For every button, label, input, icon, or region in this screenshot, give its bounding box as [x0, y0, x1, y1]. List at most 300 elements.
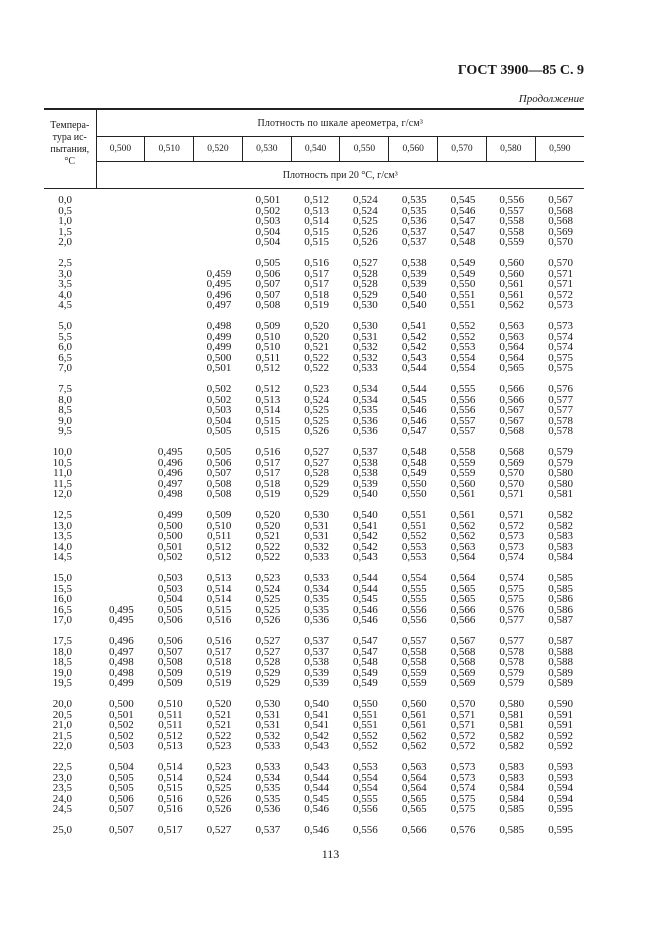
density-cell: 0,537 [401, 225, 427, 238]
table-row [44, 447, 584, 458]
density-cell: 0,522 [255, 551, 281, 563]
temperature-cell: 4,0 [58, 288, 72, 301]
density-cell: 0,558 [499, 225, 525, 238]
density-cell: 0,558 [401, 656, 427, 668]
table-row [44, 762, 584, 773]
density-cell: 0,549 [401, 467, 427, 479]
density-cell: 0,500 [157, 530, 183, 542]
density-cell: 0,505 [255, 257, 281, 269]
density-cell: 0,550 [401, 488, 427, 500]
density-cell: 0,499 [157, 509, 183, 521]
density-cell: 0,501 [109, 708, 134, 721]
density-cell: 0,514 [206, 582, 232, 595]
density-cell: 0,503 [157, 582, 183, 595]
density-20c-caption: Плотность при 20 °С, г/см³ [96, 162, 584, 189]
density-cell: 0,546 [304, 803, 329, 815]
density-cell: 0,530 [353, 299, 378, 311]
density-cell: 0,585 [499, 803, 525, 815]
density-cell: 0,519 [255, 488, 281, 500]
density-cell: 0,508 [255, 299, 281, 311]
density-cell: 0,542 [304, 729, 329, 742]
density-cell: 0,575 [450, 792, 476, 805]
density-cell: 0,526 [206, 792, 232, 805]
table-row [44, 342, 584, 353]
density-cell: 0,574 [548, 330, 574, 343]
density-cell: 0,539 [401, 278, 427, 290]
density-cell: 0,536 [255, 803, 281, 815]
density-cell: 0,509 [157, 677, 183, 689]
density-cell: 0,553 [450, 341, 476, 353]
density-cell: 0,530 [304, 509, 329, 521]
density-cell: 0,497 [206, 299, 232, 311]
density-cell: 0,520 [304, 330, 329, 343]
density-cell: 0,568 [548, 204, 574, 217]
density-cell: 0,528 [304, 467, 329, 479]
temperature-header-line: °C [64, 156, 76, 167]
density-cell: 0,551 [450, 299, 476, 311]
temperature-cell: 15,5 [52, 582, 72, 595]
density-cell: 0,506 [255, 267, 281, 280]
density-cell: 0,527 [304, 456, 329, 469]
density-cell: 0,527 [255, 635, 281, 647]
density-cell: 0,541 [353, 519, 378, 532]
density-cell: 0,515 [304, 236, 329, 248]
temperature-cell: 1,0 [58, 215, 72, 227]
density-cell: 0,559 [499, 236, 525, 248]
density-cell [145, 384, 194, 395]
density-cell: 0,514 [157, 761, 183, 773]
temperature-cell: 0,5 [58, 204, 72, 217]
density-cell: 0,577 [548, 393, 574, 406]
density-cell: 0,566 [401, 824, 427, 836]
density-cell: 0,587 [548, 635, 574, 647]
density-cell: 0,524 [255, 582, 281, 595]
density-cell: 0,531 [304, 519, 329, 532]
density-cell: 0,561 [499, 278, 525, 290]
table-row [44, 300, 584, 311]
continuation-label: Продолжение [518, 93, 584, 105]
density-cell: 0,503 [157, 572, 183, 584]
density-cell: 0,582 [499, 740, 525, 752]
density-cell: 0,581 [499, 719, 525, 731]
density-cell: 0,556 [401, 603, 427, 616]
density-cell: 0,571 [548, 278, 574, 290]
density-cell [145, 227, 194, 238]
density-cell: 0,537 [304, 635, 329, 647]
density-cell [145, 269, 194, 280]
density-cell [96, 510, 145, 521]
density-cell: 0,556 [499, 194, 525, 206]
density-cell: 0,573 [450, 771, 476, 784]
density-cell: 0,500 [157, 519, 183, 532]
temperature-cell: 8,0 [58, 393, 72, 406]
density-cell: 0,559 [450, 467, 476, 479]
temperature-header-line: тура ис- [52, 132, 87, 143]
density-column-header: 0,540 [291, 137, 340, 162]
density-cell: 0,523 [206, 740, 232, 752]
density-cell: 0,554 [450, 351, 476, 364]
temperature-cell: 24,5 [52, 803, 72, 815]
density-cell: 0,535 [401, 204, 427, 217]
temperature-cell: 11,5 [53, 477, 72, 490]
density-cell: 0,567 [450, 635, 476, 647]
density-cell: 0,569 [450, 666, 476, 679]
temperature-cell: 17,0 [52, 614, 72, 626]
density-cell: 0,498 [109, 656, 134, 668]
density-cell [96, 594, 145, 605]
density-cell [96, 363, 145, 374]
density-cell: 0,563 [499, 330, 525, 343]
density-cell: 0,531 [304, 530, 329, 542]
density-column-header: 0,560 [389, 137, 438, 162]
temperature-cell: 13,0 [52, 519, 72, 532]
density-cell: 0,510 [206, 519, 232, 532]
density-cell: 0,515 [304, 225, 329, 238]
density-cell: 0,568 [499, 425, 525, 437]
density-cell: 0,529 [255, 666, 281, 679]
density-cell: 0,498 [206, 320, 232, 332]
density-cell [145, 258, 194, 269]
density-cell: 0,503 [255, 215, 281, 227]
density-cell: 0,526 [206, 803, 232, 815]
density-cell: 0,499 [109, 677, 134, 689]
density-cell: 0,567 [499, 414, 525, 427]
page-number: 113 [321, 847, 340, 861]
density-cell: 0,539 [304, 677, 329, 689]
temperature-cell: 18,0 [52, 645, 72, 658]
table-row [44, 573, 584, 584]
density-cell: 0,497 [109, 645, 134, 658]
density-cell: 0,553 [353, 761, 378, 773]
density-cell: 0,505 [109, 771, 134, 784]
density-cell: 0,515 [255, 425, 281, 437]
density-cell: 0,567 [548, 194, 574, 206]
density-cell: 0,545 [450, 194, 476, 206]
density-cell: 0,581 [499, 708, 525, 721]
density-cell: 0,544 [304, 771, 329, 784]
density-cell: 0,565 [401, 792, 427, 805]
density-cell: 0,520 [304, 320, 329, 332]
temperature-cell: 17,5 [52, 635, 72, 647]
density-cell: 0,529 [353, 288, 378, 301]
density-cell: 0,541 [304, 719, 329, 731]
density-cell: 0,539 [353, 477, 378, 490]
density-cell: 0,534 [304, 582, 329, 595]
density-cell: 0,552 [353, 740, 378, 752]
temperature-header-line: пытания, [50, 144, 90, 155]
density-cell: 0,559 [450, 456, 476, 469]
density-cell: 0,524 [353, 204, 378, 217]
density-cell: 0,577 [499, 635, 525, 647]
density-cell [96, 584, 145, 595]
density-cell: 0,495 [109, 614, 134, 626]
density-cell: 0,578 [548, 425, 574, 437]
density-cell: 0,533 [255, 740, 281, 752]
density-cell: 0,570 [499, 467, 525, 479]
density-cell [96, 521, 145, 532]
density-cell: 0,546 [353, 603, 378, 616]
density-cell: 0,536 [353, 414, 378, 427]
density-cell: 0,591 [548, 719, 574, 731]
density-cell: 0,578 [499, 656, 525, 668]
density-cell: 0,521 [304, 341, 329, 353]
density-cell: 0,548 [353, 656, 378, 668]
density-cell: 0,530 [255, 698, 281, 710]
density-cell: 0,540 [353, 488, 378, 500]
density-cell: 0,585 [499, 824, 525, 836]
density-cell: 0,576 [548, 383, 574, 395]
density-cell: 0,540 [401, 288, 427, 301]
density-cell [145, 416, 194, 427]
density-cell: 0,505 [109, 782, 134, 794]
density-cell: 0,558 [450, 446, 476, 458]
density-cell: 0,512 [255, 383, 281, 395]
density-cell: 0,547 [353, 645, 378, 658]
table-row [44, 468, 584, 479]
density-cell: 0,507 [255, 288, 281, 301]
density-cell [96, 426, 145, 437]
temperature-cell: 9,0 [58, 414, 72, 427]
temperature-column-header [44, 109, 96, 189]
density-cell: 0,560 [499, 267, 525, 280]
density-cell: 0,529 [304, 477, 329, 490]
density-cell: 0,574 [548, 341, 574, 353]
density-cell: 0,561 [450, 488, 476, 500]
table-row [44, 489, 584, 500]
density-cell [96, 321, 145, 332]
density-cell: 0,513 [206, 572, 232, 584]
density-cell: 0,502 [206, 393, 232, 406]
density-cell: 0,502 [255, 204, 281, 217]
density-cell: 0,580 [548, 477, 574, 490]
density-cell: 0,534 [255, 771, 281, 784]
density-cell [96, 195, 145, 206]
table-row [44, 636, 584, 647]
density-cell: 0,585 [548, 572, 574, 584]
density-cell: 0,573 [499, 540, 525, 553]
table-row [44, 699, 584, 710]
density-cell: 0,512 [255, 362, 281, 374]
density-cell: 0,507 [255, 278, 281, 290]
density-column-header: 0,500 [96, 137, 145, 162]
density-cell: 0,568 [450, 656, 476, 668]
density-cell: 0,515 [206, 603, 232, 616]
density-cell: 0,575 [499, 582, 525, 595]
density-cell: 0,514 [206, 593, 232, 605]
density-cell: 0,516 [157, 792, 183, 805]
density-cell: 0,524 [353, 194, 378, 206]
density-cell: 0,579 [548, 456, 574, 469]
density-cell: 0,504 [109, 761, 134, 773]
density-cell: 0,535 [401, 194, 427, 206]
density-cell: 0,577 [548, 404, 574, 416]
temperature-cell: 20,0 [52, 698, 72, 710]
density-cell: 0,502 [109, 719, 134, 731]
density-cell: 0,499 [206, 330, 232, 343]
density-cell: 0,543 [304, 761, 329, 773]
density-cell: 0,570 [548, 257, 574, 269]
density-cell: 0,506 [109, 792, 134, 805]
density-cell: 0,550 [401, 477, 427, 490]
temperature-cell: 6,0 [58, 341, 72, 353]
density-cell [194, 195, 243, 206]
density-cell: 0,539 [304, 666, 329, 679]
density-cell: 0,593 [548, 761, 574, 773]
density-cell: 0,525 [304, 404, 329, 416]
density-cell: 0,582 [499, 729, 525, 742]
density-column-header: 0,570 [438, 137, 487, 162]
density-cell: 0,513 [304, 204, 329, 217]
density-cell [96, 531, 145, 542]
document-header: ГОСТ 3900—85 С. 9 [457, 63, 584, 78]
density-cell [96, 206, 145, 217]
density-cell: 0,544 [401, 383, 427, 395]
density-cell [194, 227, 243, 238]
temperature-cell: 5,5 [58, 330, 72, 343]
density-cell: 0,549 [353, 666, 378, 679]
density-cell: 0,508 [206, 477, 232, 490]
density-cell: 0,562 [450, 530, 476, 542]
density-cell: 0,563 [401, 761, 427, 773]
temperature-cell: 8,5 [58, 404, 72, 416]
density-cell: 0,544 [401, 362, 427, 374]
density-cell: 0,524 [206, 771, 232, 784]
temperature-cell: 20,5 [52, 708, 72, 721]
density-cell: 0,508 [206, 488, 232, 500]
hydrometer-density-caption: Плотность по шкале ареометра, г/см³ [96, 109, 584, 137]
density-cell: 0,553 [401, 551, 427, 563]
density-cell: 0,557 [401, 635, 427, 647]
density-cell [145, 216, 194, 227]
temperature-cell: 10,5 [52, 456, 72, 469]
density-cell: 0,521 [255, 530, 281, 542]
density-cell: 0,506 [157, 635, 183, 647]
density-cell: 0,543 [304, 740, 329, 752]
density-cell: 0,517 [255, 467, 281, 479]
density-cell: 0,556 [450, 393, 476, 406]
density-cell: 0,544 [304, 782, 329, 794]
density-cell: 0,569 [548, 225, 574, 238]
density-cell: 0,525 [255, 603, 281, 616]
density-cell: 0,556 [401, 614, 427, 626]
density-cell: 0,540 [353, 509, 378, 521]
density-cell: 0,564 [401, 782, 427, 794]
density-cell [96, 290, 145, 301]
density-cell: 0,517 [304, 267, 329, 280]
density-cell: 0,537 [304, 645, 329, 658]
density-cell: 0,582 [548, 519, 574, 532]
density-cell: 0,537 [353, 446, 378, 458]
density-cell: 0,579 [548, 446, 574, 458]
density-cell: 0,517 [255, 456, 281, 469]
density-cell: 0,563 [499, 320, 525, 332]
density-cell: 0,508 [157, 656, 183, 668]
density-cell: 0,565 [450, 593, 476, 605]
density-cell: 0,538 [353, 456, 378, 469]
density-cell: 0,579 [499, 666, 525, 679]
density-cell: 0,560 [450, 477, 476, 490]
density-cell: 0,507 [109, 824, 134, 836]
density-cell: 0,534 [353, 393, 378, 406]
table-row [44, 258, 584, 269]
density-cell: 0,527 [304, 446, 329, 458]
density-cell: 0,544 [353, 572, 378, 584]
table-row [44, 615, 584, 626]
density-cell: 0,535 [353, 404, 378, 416]
density-cell: 0,518 [255, 477, 281, 490]
density-cell [96, 342, 145, 353]
density-cell: 0,571 [548, 267, 574, 280]
density-cell: 0,538 [353, 467, 378, 479]
density-cell: 0,557 [450, 425, 476, 437]
density-cell: 0,588 [548, 656, 574, 668]
density-cell: 0,529 [304, 488, 329, 500]
temperature-cell: 7,0 [58, 362, 72, 374]
density-cell: 0,573 [548, 320, 574, 332]
density-cell: 0,498 [157, 488, 183, 500]
density-cell [96, 489, 145, 500]
temperature-cell: 7,5 [58, 383, 72, 395]
density-cell [145, 363, 194, 374]
density-column-header: 0,520 [194, 137, 243, 162]
density-cell [96, 300, 145, 311]
table-row [44, 594, 584, 605]
density-cell: 0,496 [109, 635, 134, 647]
density-cell: 0,588 [548, 645, 574, 658]
density-cell: 0,537 [255, 824, 281, 836]
temperature-cell: 22,0 [52, 740, 72, 752]
density-cell: 0,563 [450, 540, 476, 553]
density-cell: 0,549 [450, 267, 476, 280]
density-cell [145, 290, 194, 301]
temperature-cell: 19,5 [52, 677, 72, 689]
density-cell: 0,500 [206, 351, 232, 364]
density-cell: 0,542 [353, 540, 378, 553]
density-cell: 0,512 [206, 540, 232, 553]
temperature-cell: 11,0 [53, 467, 72, 479]
density-cell [145, 332, 194, 343]
temperature-cell: 22,5 [52, 761, 72, 773]
density-cell: 0,506 [157, 614, 183, 626]
density-cell: 0,542 [401, 341, 427, 353]
density-cell: 0,516 [304, 257, 329, 269]
density-cell: 0,545 [304, 792, 329, 805]
density-cell: 0,528 [353, 278, 378, 290]
density-cell: 0,551 [353, 708, 378, 721]
density-cell: 0,501 [206, 362, 232, 374]
temperature-cell: 21,5 [52, 729, 72, 742]
density-cell: 0,578 [499, 645, 525, 658]
density-cell: 0,583 [548, 530, 574, 542]
temperature-cell: 9,5 [58, 425, 72, 437]
density-cell: 0,560 [401, 698, 427, 710]
density-cell: 0,572 [450, 729, 476, 742]
table-row [44, 321, 584, 332]
density-column-header: 0,530 [242, 137, 291, 162]
density-cell: 0,546 [450, 204, 476, 217]
density-cell: 0,548 [450, 236, 476, 248]
table-row [44, 405, 584, 416]
density-cell: 0,504 [255, 236, 281, 248]
density-cell: 0,561 [401, 708, 427, 721]
density-cell: 0,593 [548, 771, 574, 784]
density-cell: 0,520 [255, 509, 281, 521]
density-cell: 0,516 [206, 614, 232, 626]
density-cell: 0,565 [499, 362, 525, 374]
density-cell: 0,569 [499, 456, 525, 469]
density-cell: 0,519 [304, 299, 329, 311]
temperature-header-line: Темпера- [50, 120, 90, 131]
